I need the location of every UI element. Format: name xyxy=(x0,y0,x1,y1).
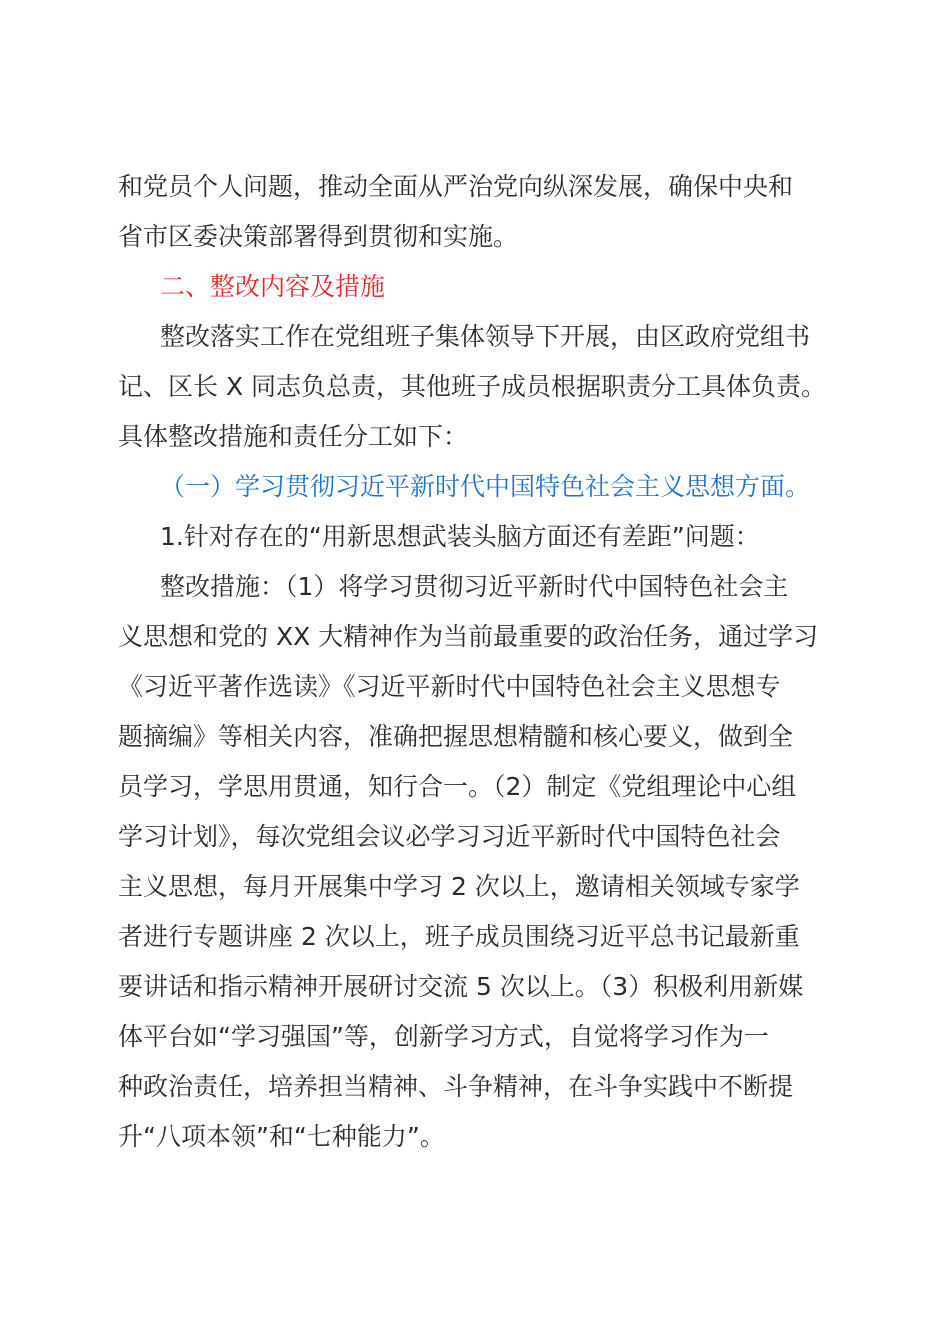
paragraph-line: 省市区委决策部署得到贯彻和实施。 xyxy=(118,222,519,251)
paragraph-line: 整改措施：（1）将学习贯彻习近平新时代中国特色社会主 xyxy=(160,572,789,601)
paragraph-line: 者进行专题讲座 2 次以上，班子成员围绕习近平总书记最新重 xyxy=(118,922,800,951)
paragraph-line: 《习近平著作选读》《习近平新时代中国特色社会主义思想专 xyxy=(118,672,781,701)
paragraph-line: 员学习，学思用贯通，知行合一。（2）制定《党组理论中心组 xyxy=(118,772,797,801)
paragraph-line: 升“八项本领”和“七种能力”。 xyxy=(118,1122,445,1151)
section-heading: 二、整改内容及措施 xyxy=(160,272,386,301)
paragraph-line: 义思想和党的 XX 大精神作为当前最重要的政治任务，通过学习 xyxy=(118,622,819,651)
paragraph-line: 种政治责任，培养担当精神、斗争精神，在斗争实践中不断提 xyxy=(118,1072,794,1101)
paragraph-line: 整改落实工作在党组班子集体领导下开展，由区政府党组书 xyxy=(160,322,811,351)
item-heading: 1.针对存在的“用新思想武装头脑方面还有差距”问题： xyxy=(160,522,760,551)
paragraph-line: 体平台如“学习强国”等，创新学习方式，自觉将学习作为一 xyxy=(118,1022,769,1051)
paragraph-line: 具体整改措施和责任分工如下： xyxy=(118,422,469,451)
paragraph-line: 和党员个人问题，推动全面从严治党向纵深发展，确保中央和 xyxy=(118,172,794,201)
paragraph-line: 主义思想，每月开展集中学习 2 次以上，邀请相关领域专家学 xyxy=(118,872,800,901)
paragraph-line: 要讲话和指示精神开展研讨交流 5 次以上。（3）积极利用新媒 xyxy=(118,972,804,1001)
subsection-heading: （一）学习贯彻习近平新时代中国特色社会主义思想方面。 xyxy=(160,472,811,501)
paragraph-line: 记、区长 X 同志负总责，其他班子成员根据职责分工具体负责。 xyxy=(118,372,827,401)
paragraph-line: 学习计划》，每次党组会议必学习习近平新时代中国特色社会 xyxy=(118,822,781,851)
paragraph-line: 题摘编》等相关内容，准确把握思想精髓和核心要义，做到全 xyxy=(118,722,794,751)
